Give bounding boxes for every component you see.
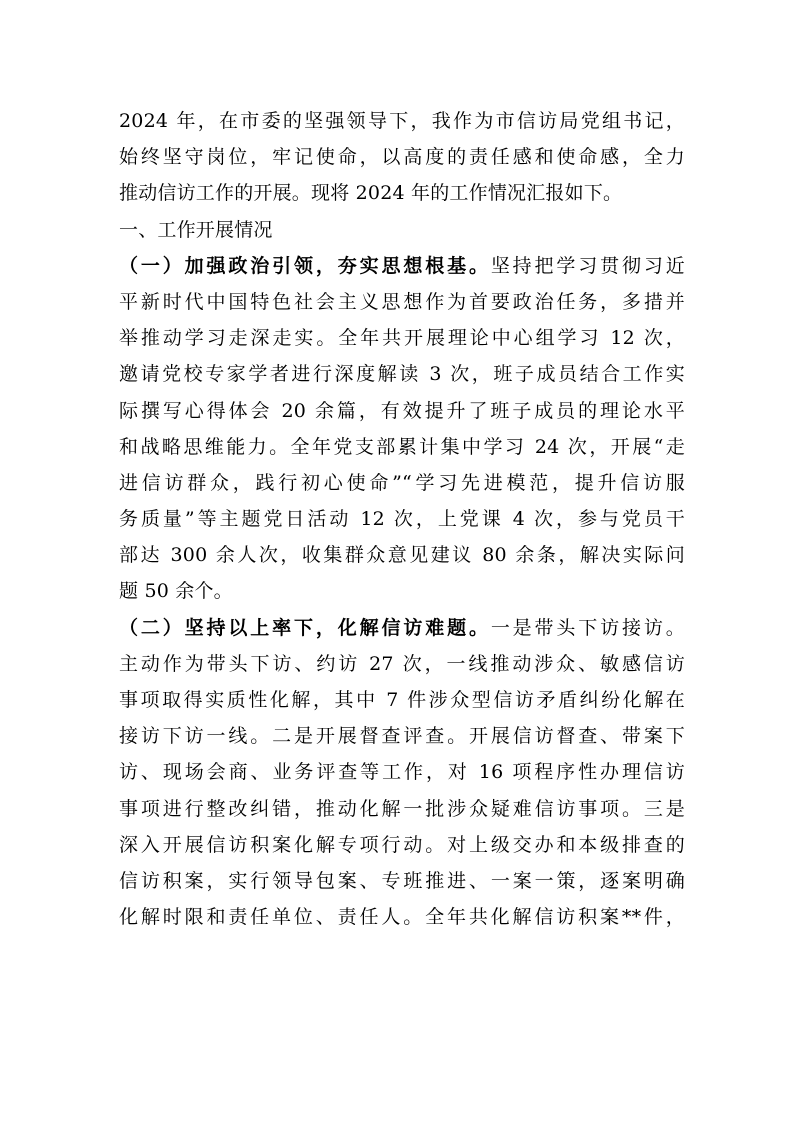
subsection-1-heading: （一）加强政治引领，夯实思想根基。 [119, 254, 491, 277]
paragraph-line: 进信访群众，践行初心使命”“学习先进模范，提升信访服 [119, 471, 685, 494]
intro-line-2: 始终坚守岗位，牢记使命，以高度的责任感和使命感，全力 [119, 146, 685, 169]
subsection-1-first-line [119, 248, 685, 284]
document-page [119, 103, 685, 935]
paragraph-line: 题 50 余个。 [119, 580, 233, 603]
paragraph-line: 事项取得实质性化解，其中 7 件涉众型信访矛盾纠纷化解在 [119, 689, 685, 711]
paragraph-line: 平新时代中国特色社会主义思想作为首要政治任务，多措并 [119, 290, 685, 313]
paragraph-line: 接访下访一线。二是开展督查评查。开展信访督查、带案下 [119, 725, 685, 748]
paragraph-line: 举推动学习走深走实。全年共开展理论中心组学习 12 次， [119, 327, 685, 350]
subsection-1-first-line-text: 坚持把学习贯彻习近 [490, 254, 685, 277]
paragraph-line: 主动作为带头下访、约访 27 次，一线推动涉众、敏感信访 [119, 652, 685, 675]
paragraph-line: 邀请党校专家学者进行深度解读 3 次，班子成员结合工作实 [119, 363, 685, 386]
subsection-2-first-line [119, 610, 685, 646]
paragraph-line: 际撰写心得体会 20 余篇，有效提升了班子成员的理论水平 [119, 399, 685, 422]
intro-line-1: 2024 年，在市委的坚强领导下，我作为市信访局党组书记， [119, 110, 685, 132]
subsection-2-heading: （二）坚持以上率下，化解信访难题。 [119, 616, 491, 639]
paragraph-line: 部达 300 余人次，收集群众意见建议 80 余条，解决实际问 [119, 544, 685, 567]
paragraph-line: 务质量”等主题党日活动 12 次，上党课 4 次，参与党员干 [119, 508, 685, 531]
paragraph-line: 事项进行整改纠错，推动化解一批涉众疑难信访事项。三是 [119, 797, 685, 820]
paragraph-line: 化解时限和责任单位、责任人。全年共化解信访积案**件， [119, 906, 685, 929]
paragraph-line: 信访积案，实行领导包案、专班推进、一案一策，逐案明确 [119, 869, 685, 892]
paragraph-line: 和战略思维能力。全年党支部累计集中学习 24 次，开展“走 [119, 435, 685, 458]
paragraph-line: 访、现场会商、业务评查等工作，对 16 项程序性办理信访 [119, 761, 685, 784]
subsection-2-first-line-text: 一是带头下访接访。 [490, 616, 685, 639]
paragraph-line: 深入开展信访积案化解专项行动。对上级交办和本级排查的 [119, 833, 685, 856]
section-heading: 一、工作开展情况 [119, 218, 273, 241]
intro-line-3: 推动信访工作的开展。现将 2024 年的工作情况汇报如下。 [119, 182, 623, 205]
